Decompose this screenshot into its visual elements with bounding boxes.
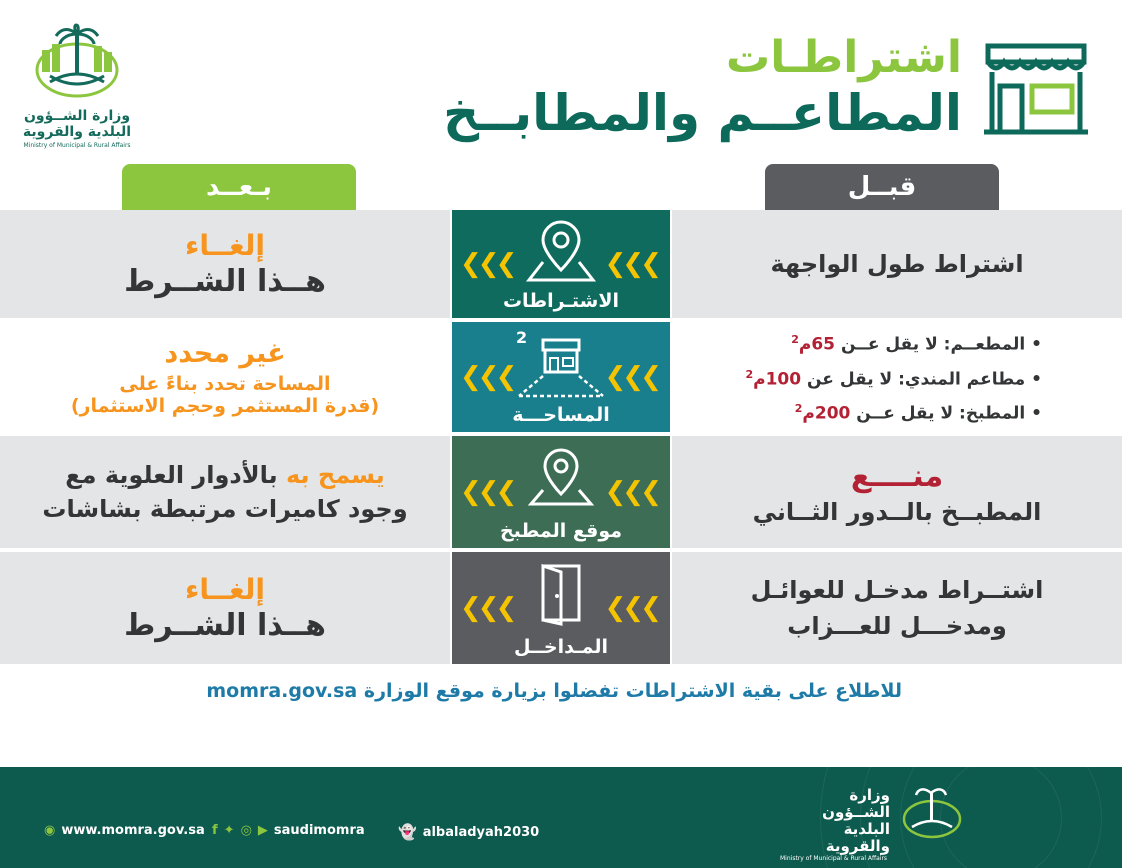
page-title-line2: المطاعــم والمطابــخ [443,84,962,142]
item-unit: م [802,403,815,424]
wifi-icon: ◉ [44,823,56,838]
item-value: 65 [811,334,836,355]
category-label: موقع المطبخ [499,520,623,542]
after-highlight: يسمح به [285,461,385,489]
item-label: المطبخ: لا يقل عــن [856,403,1026,424]
youtube-icon: ▶ [257,823,268,838]
before-cell [672,552,1122,664]
ministry-name-line1: وزارة الشــؤون [23,108,131,124]
ministry-name-en: Ministry of Municipal & Rural Affairs [23,142,131,149]
social-handle: saudimomra [273,823,365,838]
before-text: المطبــخ بالــدور الثــاني [752,497,1042,526]
list-item: • مطاعم المندي: لا يقل عن 100م$^2$ [745,367,1042,390]
chevrons-icon: ❮❮❮ [604,362,658,392]
chevrons-icon: ❮❮❮ [460,477,514,507]
item-label: مطاعم المندي: لا يقل عن [807,369,1026,390]
list-item: • المطبخ: لا يقل عــن 200م$^2$ [794,402,1042,424]
facebook-icon: f [212,823,218,838]
category-tile-conditions [452,210,670,318]
column-header-after: بـعــد [122,164,356,210]
before-text-line1: اشتــراط مدخـل للعوائـل [750,576,1044,604]
list-item: • المطعــم: لا يقل عــن 65م$^2$ [791,333,1042,355]
item-unit-power: 2 [745,367,754,381]
social-contact[interactable] [212,823,365,838]
door-icon [531,562,591,626]
chevrons-icon: ❮❮❮ [604,593,658,623]
snapchat-contact[interactable] [398,823,539,841]
after-cell [0,552,450,664]
shop-area-icon [513,334,609,404]
footer-ministry-en: Ministry of Municipal & Rural Affairs [780,855,888,862]
before-text-line2: ومدخـــل للعـــزاب [787,612,1007,640]
before-highlight: منــــع [850,458,944,494]
chevrons-icon: ❮❮❮ [460,593,514,623]
chevrons-icon: ❮❮❮ [460,249,514,279]
footer-bar [0,767,1122,868]
website-url: www.momra.gov.sa [61,823,205,838]
after-highlight: إلغــاء [185,573,265,606]
after-highlight: غير محدد [164,337,286,369]
ministry-name-line2: البلدية والقروية [22,124,132,140]
after-text-line1: المساحة تحدد بناءً على [119,372,331,395]
more-info-line [206,680,902,702]
after-text-line1: بالأدوار العلوية مع [65,461,278,489]
footer-emblem-icon [900,781,964,841]
footer-ministry-line1: وزارة الشــؤون [822,786,890,821]
ministry-logo [22,20,132,149]
snapchat-icon: 👻 [398,823,417,841]
category-tile-kitchen-location [452,436,670,548]
comparison-row-entrances [0,552,1122,664]
chevrons-icon: ❮❮❮ [460,362,514,392]
footer-ministry-line2: البلدية والقروية [825,820,890,855]
column-header-before: قبــل [765,164,999,210]
before-cell [672,210,1122,318]
before-cell [672,436,1122,548]
ministry-name-ar [22,108,132,140]
storefront-icon [980,40,1092,138]
after-highlight: إلغــاء [185,229,265,262]
item-unit-power: 2 [791,333,799,347]
website-contact[interactable] [44,823,205,838]
category-tile-entrances [452,552,670,664]
area-requirements-list [745,325,1042,429]
item-value: 200 [814,403,851,424]
category-tile-area [452,322,670,432]
map-pin-icon [521,444,601,510]
comparison-row-conditions [0,210,1122,318]
after-text: هــذا الشــرط [124,608,326,643]
item-label: المطعــم: لا يقل عــن [840,334,1026,355]
comparison-row-kitchen-location [0,436,1122,548]
page-title-line1: اشتراطـات [726,32,962,83]
category-label: المـداخــل [513,636,608,658]
ministry-site-link[interactable]: momra.gov.sa [206,680,358,702]
more-info-text: للاطلاع على بقية الاشتراطات تفضلوا بزيارة موقع الوزارة [363,680,902,702]
chevrons-icon: ❮❮❮ [604,249,658,279]
after-cell [0,210,450,318]
item-unit-power: 2 [794,402,803,416]
twitter-icon: ✦ [223,823,235,838]
instagram-icon: ◎ [240,823,252,838]
palm-swords-emblem-icon [32,20,122,100]
after-text-line2: وجود كاميرات مرتبطة بشاشات [42,495,408,523]
after-cell [0,322,450,432]
snapchat-handle: albaladyah2030 [422,824,540,840]
comparison-row-area [0,322,1122,432]
after-line1 [65,461,384,489]
category-label: الاشتـراطات [502,290,620,312]
category-label: المساحـــة [512,404,610,426]
location-gear-icon [521,216,601,286]
after-text: هــذا الشــرط [124,264,326,299]
area-badge: 2 [516,328,528,347]
footer-ministry-name [780,787,890,855]
before-cell [672,322,1122,432]
after-text-line2: (قدرة المستثمر وحجم الاستثمار) [70,394,380,417]
after-cell [0,436,450,548]
item-unit: م [798,334,812,355]
item-value: 100 [765,369,802,390]
chevrons-icon: ❮❮❮ [604,477,658,507]
item-unit: م [753,369,766,390]
before-text: اشتراط طول الواجهة [770,250,1024,278]
